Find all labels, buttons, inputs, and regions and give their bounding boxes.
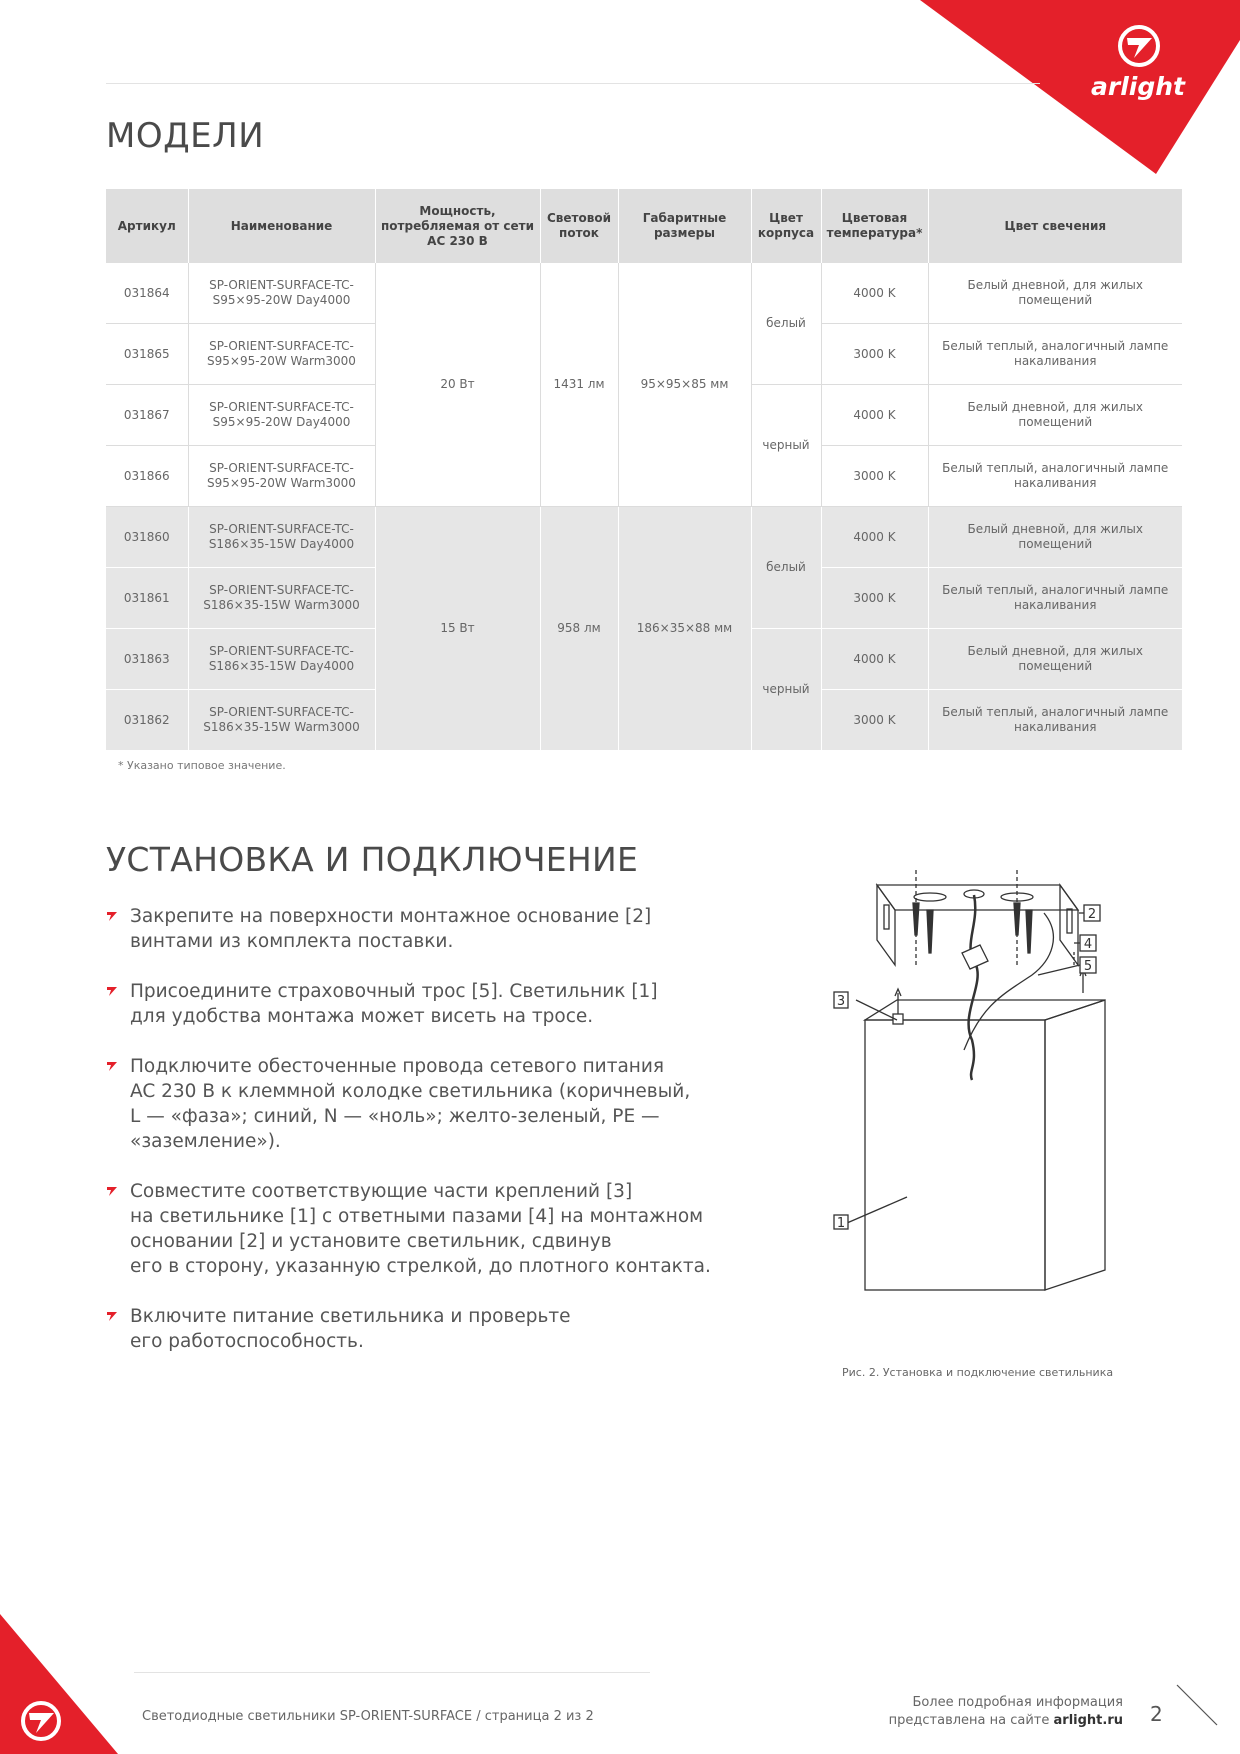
cell-body-color: белый [751, 263, 821, 385]
install-step [106, 1054, 746, 1154]
install-step [106, 1179, 746, 1279]
cell-glow: Белый теплый, аналогичный лампе накаливания [928, 690, 1182, 751]
brand-triangle-bottom [0, 1614, 118, 1754]
table-row [106, 507, 1182, 568]
install-step-text: Подключите обесточенные провода сетевого питания AC 230 В к клеммной колодке светильника (коричневый, L — «фаза»; синий, N — «ноль»; желто-зеленый, PE — «заземление»). [130, 1056, 691, 1152]
col-header-name: Наименование [188, 189, 375, 263]
figure-caption: Рис. 2. Установка и подключение светильника [842, 1366, 1114, 1379]
cell-glow: Белый дневной, для жилых помещений [928, 263, 1182, 324]
cell-name: SP-ORIENT-SURFACE-TC-S95×95-20W Warm3000 [188, 446, 375, 507]
col-header-flux: Световой поток [540, 189, 618, 263]
cell-size: 95×95×85 мм [618, 263, 751, 507]
cell-temp: 3000 K [821, 690, 928, 751]
cell-sku: 031864 [106, 263, 188, 324]
footer-divider [134, 1672, 650, 1673]
col-header-size: Габаритные размеры [618, 189, 751, 263]
cell-body-color: черный [751, 629, 821, 751]
col-header-color-temp: Цветовая температура* [821, 189, 928, 263]
models-table [106, 189, 1182, 751]
cell-power: 20 Вт [375, 263, 540, 507]
cell-temp: 4000 K [821, 263, 928, 324]
red-arrow-bullet-icon [106, 1310, 118, 1322]
install-step [106, 1304, 746, 1354]
cell-name: SP-ORIENT-SURFACE-TC-S186×35-15W Day4000 [188, 629, 375, 690]
cell-glow: Белый дневной, для жилых помещений [928, 629, 1182, 690]
cell-flux: 1431 лм [540, 263, 618, 507]
callout-box-1 [834, 1215, 848, 1231]
luminaire-body [865, 950, 1105, 1290]
red-arrow-bullet-icon [106, 1185, 118, 1197]
cell-body-color: белый [751, 507, 821, 629]
col-header-sku: Артикул [106, 189, 188, 263]
cell-sku: 031865 [106, 324, 188, 385]
footer-site-link[interactable]: arlight.ru [1053, 1713, 1123, 1728]
cell-glow: Белый дневной, для жилых помещений [928, 385, 1182, 446]
red-arrow-bullet-icon [106, 1060, 118, 1072]
cell-name: SP-ORIENT-SURFACE-TC-S95×95-20W Warm3000 [188, 324, 375, 385]
callout-4-label: 4 [1083, 937, 1093, 952]
cell-glow: Белый теплый, аналогичный лампе накаливания [928, 568, 1182, 629]
cell-sku: 031862 [106, 690, 188, 751]
install-steps [106, 904, 746, 1379]
cell-glow: Белый теплый, аналогичный лампе накаливания [928, 324, 1182, 385]
models-title: МОДЕЛИ [106, 116, 265, 156]
cell-size: 186×35×88 мм [618, 507, 751, 751]
callout-box-3 [834, 992, 848, 1009]
cell-temp: 4000 K [821, 385, 928, 446]
brand-logo-text: arlight [1091, 72, 1185, 101]
callout-3-label: 3 [836, 994, 846, 1009]
cell-power: 15 Вт [375, 507, 540, 751]
cell-temp: 3000 K [821, 324, 928, 385]
cell-name: SP-ORIENT-SURFACE-TC-S186×35-15W Warm3000 [188, 690, 375, 751]
callout-5-label: 5 [1083, 959, 1093, 974]
cell-temp: 4000 K [821, 507, 928, 568]
cell-temp: 3000 K [821, 446, 928, 507]
red-arrow-bullet-icon [106, 910, 118, 922]
col-header-power: Мощность, потребляемая от сети AC 230 В [375, 189, 540, 263]
install-title: УСТАНОВКА И ПОДКЛЮЧЕНИЕ [106, 840, 639, 879]
table-footnote: * Указано типовое значение. [118, 759, 286, 772]
cell-sku: 031866 [106, 446, 188, 507]
install-step [106, 904, 746, 954]
red-arrow-bullet-icon [106, 985, 118, 997]
brand-corner-bottom [0, 1614, 120, 1754]
footer-more-line2 [780, 1712, 1123, 1730]
page-number: 2 [1150, 1702, 1163, 1726]
cell-sku: 031860 [106, 507, 188, 568]
installation-diagram [812, 865, 1132, 1325]
cell-temp: 3000 K [821, 568, 928, 629]
table-row [106, 263, 1182, 324]
footer-more-line1: Более подробная информация [912, 1695, 1123, 1710]
cell-name: SP-ORIENT-SURFACE-TC-S95×95-20W Day4000 [188, 263, 375, 324]
install-step-text: Закрепите на поверхности монтажное основание [2] винтами из комплекта поставки. [130, 906, 652, 952]
cell-sku: 031863 [106, 629, 188, 690]
footer-more-info [780, 1694, 1123, 1730]
brand-corner [920, 0, 1240, 175]
cell-glow: Белый дневной, для жилых помещений [928, 507, 1182, 568]
install-step-text: Совместите соответствующие части креплений [3] на светильнике [1] с ответными пазами [4] на монтажном основании [2] и установите светильник, сдвинув его в сторону, указанную стрелкой, до плотного контакта. [130, 1181, 711, 1277]
callout-box-2 [1084, 905, 1100, 922]
cell-sku: 031861 [106, 568, 188, 629]
cell-temp: 4000 K [821, 629, 928, 690]
callout-box-5 [1080, 957, 1096, 974]
brand-triangle [920, 0, 1240, 174]
footer-document-title: Светодиодные светильники SP-ORIENT-SURFACE / страница 2 из 2 [142, 1709, 594, 1724]
cell-sku: 031867 [106, 385, 188, 446]
header-divider [106, 83, 1040, 84]
callout-1-label: 1 [836, 1216, 846, 1231]
install-step [106, 979, 746, 1029]
cell-body-color: черный [751, 385, 821, 507]
cell-name: SP-ORIENT-SURFACE-TC-S95×95-20W Day4000 [188, 385, 375, 446]
cell-glow: Белый теплый, аналогичный лампе накаливания [928, 446, 1182, 507]
cell-flux: 958 лм [540, 507, 618, 751]
callout-2-label: 2 [1087, 907, 1097, 922]
col-header-glow-color: Цвет свечения [928, 189, 1182, 263]
footer-more-text: представлена на сайте [888, 1713, 1050, 1728]
table-header-row [106, 189, 1182, 263]
cell-name: SP-ORIENT-SURFACE-TC-S186×35-15W Warm3000 [188, 568, 375, 629]
cell-name: SP-ORIENT-SURFACE-TC-S186×35-15W Day4000 [188, 507, 375, 568]
install-step-text: Присоедините страховочный трос [5]. Светильник [1] для удобства монтажа может висеть на тросе. [130, 981, 658, 1027]
install-step-text: Включите питание светильника и проверьте его работоспособность. [130, 1306, 571, 1352]
cables [962, 895, 1053, 1080]
callout-box-4 [1080, 935, 1096, 952]
col-header-body-color: Цвет корпуса [751, 189, 821, 263]
page-corner-mark [1172, 1680, 1222, 1730]
